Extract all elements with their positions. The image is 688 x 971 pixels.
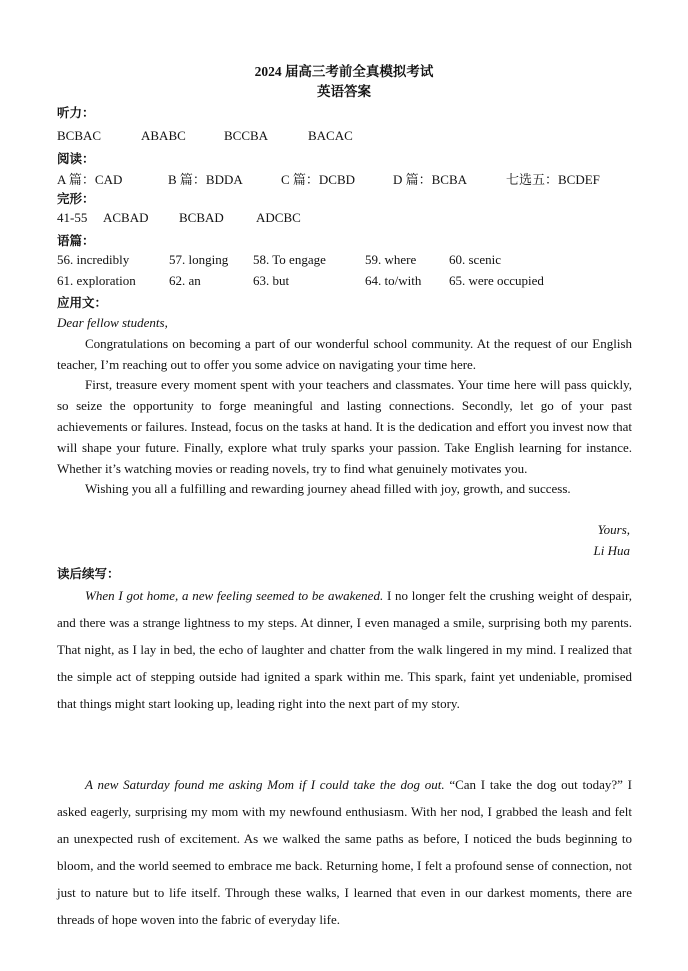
reading-item-c: C 篇：DCBD: [281, 172, 356, 187]
continuation-heading: 读后续写：: [57, 566, 120, 581]
letter-salutation: Dear fellow students,: [57, 315, 168, 330]
grammar-answer: 60. scenic: [449, 252, 501, 267]
letter-paragraph: Congratulations on becoming a part of our wonderful school community. At the request of our English teacher, I’m reaching out to offer you some advice on navigating your time here.: [57, 335, 632, 372]
cloze-group-3: ADCBC: [256, 210, 301, 225]
listening-group-1: BCBAC: [57, 128, 102, 143]
listening-heading: 听力：: [57, 105, 95, 120]
letter-signature: Li Hua: [593, 543, 630, 558]
reading-heading: 阅读：: [57, 151, 95, 166]
continuation-paragraph-2: [57, 771, 632, 933]
grammar-answer: 59. where: [365, 252, 417, 267]
cloze-group-2: BCBAD: [179, 210, 224, 225]
continuation-paragraph-1: [57, 582, 632, 717]
paragraph-body: I no longer felt the crushing weight of despair, and there was a strange lightness to my steps. At dinner, I even managed a smile, surprising both my parents. That night, as I lay in bed, the echo of laughter and chatter from the walk lingered in my mind. I realized that the simple act of stepping outside had ignited a spark within me. This spark, faint yet undeniable, promised that things might start looking up, leading right into the next part of my story.: [57, 588, 633, 711]
letter-paragraph: Wishing you all a fulfilling and rewarding journey ahead filled with joy, growth, and success.: [85, 481, 571, 497]
reading-item-seven: 七选五：BCDEF: [506, 172, 600, 187]
reading-item-a: A 篇：CAD: [57, 172, 123, 187]
grammar-heading: 语篇：: [57, 233, 95, 248]
listening-group-3: BCCBA: [224, 128, 269, 143]
page-subtitle: 英语答案: [317, 84, 371, 99]
writing-heading: 应用文：: [57, 295, 108, 310]
writing-letter: [57, 313, 632, 500]
cloze-range: 41-55: [57, 210, 88, 225]
grammar-answer: 56. incredibly: [57, 252, 130, 267]
cloze-heading: 完形：: [57, 191, 95, 206]
letter-closing: Yours,: [597, 522, 630, 537]
listening-group-4: BACAC: [308, 128, 353, 143]
reading-item-b: B 篇：BDDA: [168, 172, 243, 187]
listening-group-2: ABABC: [141, 128, 186, 143]
grammar-answer: 65. were occupied: [449, 273, 544, 288]
grammar-answer: 61. exploration: [57, 273, 136, 288]
cloze-group-1: ACBAD: [103, 210, 149, 225]
paragraph-lead-sentence: A new Saturday found me asking Mom if I could take the dog out.: [85, 777, 445, 792]
grammar-answer: 57. longing: [169, 252, 229, 267]
grammar-answer: 62. an: [169, 273, 201, 288]
reading-item-d: D 篇：BCBA: [393, 172, 468, 187]
paragraph-body: “Can I take the dog out today?” I asked eagerly, surprising my mom with my newfound enthusiasm. With her nod, I grabbed the leash and felt an unexpected rush of excitement. As we walked the same paths as before, I noticed the buds beginning to bloom, and the world seemed to embrace me back. Returning home, I felt a profound sense of connection, not just to nature but to life itself. Through these walks, I learned that even in our darkest moments, there are threads of hope woven into the fabric of everyday life.: [57, 777, 632, 927]
grammar-answer: 63. but: [253, 273, 290, 288]
page-title: 2024 届高三考前全真模拟考试: [254, 64, 434, 79]
paragraph-lead-sentence: When I got home, a new feeling seemed to be awakened.: [85, 588, 384, 603]
letter-paragraph: First, treasure every moment spent with your teachers and classmates. Your time here will pass quickly, so seize the opportunity to forge meaningful and lasting connections. Secondly, let go of your past achievements or failures. Instead, focus on the tasks at hand. It is the dedication and effort you invest now that will shape your future. Finally, explore what truly sparks your passion. Take English learning for instance. Whether it’s watching movies or reading novels, try to find what genuinely motivates you.: [57, 377, 632, 476]
grammar-answer: 58. To engage: [253, 252, 326, 267]
grammar-answer: 64. to/with: [365, 273, 422, 288]
